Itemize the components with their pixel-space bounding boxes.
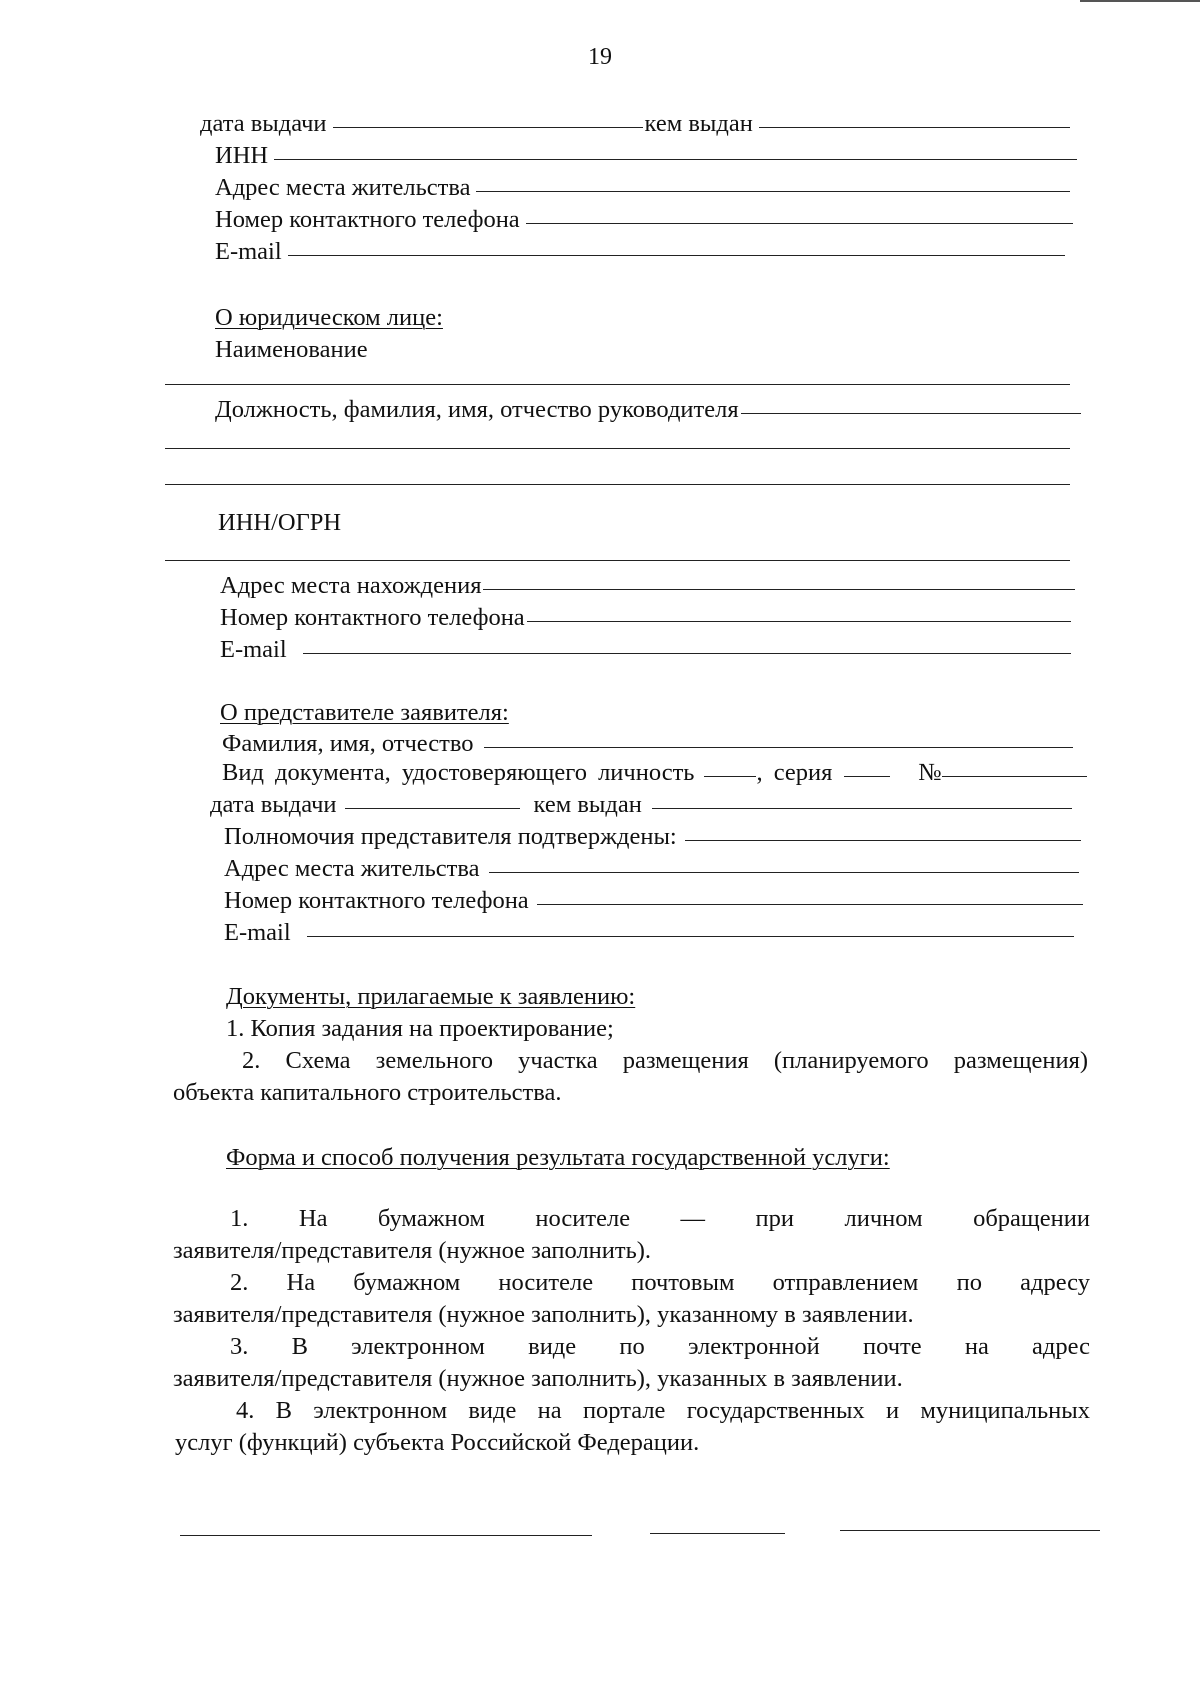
rep-authority-field[interactable] <box>685 840 1081 841</box>
rep-fio-field[interactable] <box>484 747 1073 748</box>
address-label: Адрес места жительства <box>215 174 471 201</box>
rep-address-row <box>224 853 1079 885</box>
rep-issue-date-label: дата выдачи <box>210 791 337 818</box>
legal-name-field[interactable] <box>165 384 1070 385</box>
address-field[interactable] <box>476 191 1070 192</box>
applicant-issue-row <box>200 108 1070 140</box>
inn-ogrn-field[interactable] <box>165 560 1070 561</box>
legal-phone-row <box>220 602 1071 634</box>
location-label: Адрес места нахождения <box>220 572 482 599</box>
documents-item-1: 1. Копия задания на проектирование; <box>226 1015 614 1042</box>
applicant-email-row <box>215 236 1065 268</box>
rep-issue-date-field[interactable] <box>345 808 520 809</box>
applicant-inn-row <box>215 140 1077 172</box>
rep-issued-by-field[interactable] <box>652 808 1072 809</box>
result-option-4-line-2: услуг (функций) субъекта Российской Федерации. <box>175 1429 700 1456</box>
head-label: Должность, фамилия, имя, отчество руководителя <box>215 396 739 423</box>
legal-email-row <box>220 634 1071 666</box>
head-field[interactable] <box>741 413 1081 414</box>
rep-issued-by-label: кем выдан <box>533 791 642 818</box>
rep-email-label: E-mail <box>224 919 291 946</box>
legal-name-label: Наименование <box>215 336 368 363</box>
head-row <box>215 394 1081 426</box>
location-field[interactable] <box>483 589 1075 590</box>
inn-ogrn-label: ИНН/ОГРН <box>218 509 342 536</box>
rep-phone-field[interactable] <box>537 904 1083 905</box>
result-option-4-line-1: 4. В электронном виде на портале государственных и муниципальных <box>236 1397 1090 1424</box>
applicant-phone-row <box>215 204 1073 236</box>
result-option-2-line-1: 2. На бумажном носителе почтовым отправлением по адресу <box>230 1269 1090 1296</box>
inn-label: ИНН <box>215 142 269 169</box>
phone-field[interactable] <box>526 223 1073 224</box>
rep-authority-row <box>224 821 1081 853</box>
rep-series-label: , серия <box>756 759 833 786</box>
representative-heading: О представителе заявителя: <box>220 699 509 726</box>
signature-field[interactable] <box>650 1533 785 1534</box>
rep-address-label: Адрес места жительства <box>224 855 480 882</box>
rep-fio-row <box>222 728 1073 760</box>
rep-address-field[interactable] <box>489 872 1079 873</box>
email-label: E-mail <box>215 238 282 265</box>
rep-email-row <box>224 917 1074 949</box>
head-field-line-3[interactable] <box>165 484 1070 485</box>
rep-issue-row <box>210 789 1072 821</box>
page-number: 19 <box>588 44 612 70</box>
rep-authority-label: Полномочия представителя подтверждены: <box>224 823 677 850</box>
head-field-line-2[interactable] <box>165 448 1070 449</box>
result-option-3-line-2: заявителя/представителя (нужное заполнить), указанных в заявлении. <box>173 1365 903 1392</box>
documents-item-2-line-2: объекта капитального строительства. <box>173 1079 562 1106</box>
rep-phone-row <box>224 885 1083 917</box>
rep-phone-label: Номер контактного телефона <box>224 887 529 914</box>
legal-entity-heading: О юридическом лице: <box>215 304 443 331</box>
rep-doc-row <box>222 757 1087 789</box>
email-field[interactable] <box>288 255 1065 256</box>
location-row <box>220 570 1075 602</box>
rep-doc-type-field[interactable] <box>704 776 756 777</box>
rep-number-field[interactable] <box>942 776 1087 777</box>
corner-mark <box>1080 0 1200 2</box>
result-heading: Форма и способ получения результата государственной услуги: <box>226 1144 890 1171</box>
legal-email-label: E-mail <box>220 636 287 663</box>
applicant-address-row <box>215 172 1070 204</box>
legal-email-field[interactable] <box>303 653 1071 654</box>
documents-item-2-line-1: 2. Схема земельного участка размещения (планируемого размещения) <box>242 1047 1088 1074</box>
rep-email-field[interactable] <box>307 936 1074 937</box>
rep-series-field[interactable] <box>844 776 890 777</box>
issued-by-label: кем выдан <box>644 110 753 137</box>
result-option-3-line-1: 3. В электронном виде по электронной почте на адрес <box>230 1333 1090 1360</box>
issued-by-field[interactable] <box>759 127 1070 128</box>
rep-number-label: № <box>918 759 942 786</box>
phone-label: Номер контактного телефона <box>215 206 520 233</box>
issue-date-field[interactable] <box>333 127 643 128</box>
result-option-1-line-2: заявителя/представителя (нужное заполнить). <box>173 1237 652 1264</box>
legal-phone-field[interactable] <box>527 621 1071 622</box>
rep-doc-label: Вид документа, удостоверяющего личность <box>222 759 695 786</box>
result-option-2-line-2: заявителя/представителя (нужное заполнить), указанному в заявлении. <box>173 1301 914 1328</box>
rep-fio-label: Фамилия, имя, отчество <box>222 730 474 757</box>
result-option-1-line-1: 1. На бумажном носителе — при личном обращении <box>230 1205 1090 1232</box>
signature-position-field[interactable] <box>180 1535 592 1536</box>
inn-field[interactable] <box>274 159 1077 160</box>
legal-phone-label: Номер контактного телефона <box>220 604 525 631</box>
documents-heading: Документы, прилагаемые к заявлению: <box>226 983 636 1010</box>
issue-date-label: дата выдачи <box>200 110 327 137</box>
signature-name-field[interactable] <box>840 1530 1100 1531</box>
